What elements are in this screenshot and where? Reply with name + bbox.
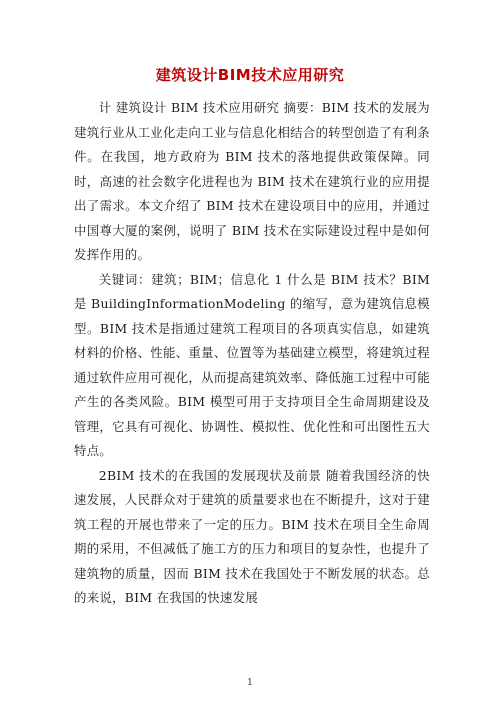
development-paragraph: 2BIM 技术的在我国的发展现状及前景 随着我国经济的快速发展，人民群众对于建筑的质量要求也在不断提升，这对于建筑工程的开展也带来了一定的压力。BIM 技术在项目全生命周期的采用，不但减低了施工方的压力和项目的复杂性，也提升了建筑物的质量，因而 BIM 技术在我国处于不断发展的状态。总的来说，BIM 在我国的快速发展 bbox=[74, 467, 430, 605]
abstract-paragraph: 计 建筑设计 BIM 技术应用研究 摘要：BIM 技术的发展为建筑行业从工业化走向工业与信息化相结合的转型创造了有利条件。在我国，地方政府为 BIM 技术的落地提供政策保障。同时，高速的社会数字化进程也为 BIM 技术在建筑行业的应用提出了需求。本文介绍了 BIM 技术在建设项目中的应用，并通过中国尊大厦的案例，说明了 BIM 技术在实际建设过程中是如何发挥作用的。 bbox=[74, 100, 430, 262]
document-title: 建筑设计BIM技术应用研究 bbox=[155, 66, 345, 84]
document-body bbox=[74, 96, 430, 611]
page-number: 1 bbox=[247, 678, 253, 688]
keywords-paragraph: 关键词：建筑；BIM；信息化 1 什么是 BIM 技术？BIM 是 BuildingInformationModeling 的缩写，意为建筑信息模型。BIM 技术是指通过建筑工程项目的各项真实信息，如建筑材料的价格、性能、重量、位置等为基础建立模型，将建筑过程通过软件应用可视化，从而提高建筑效率、降低施工过程中可能产生的各类风险。BIM 模型可用于支持项目全生命周期建设及管理，它具有可视化、协调性、模拟性、优化性和可出图性五大特点。 bbox=[74, 271, 430, 458]
